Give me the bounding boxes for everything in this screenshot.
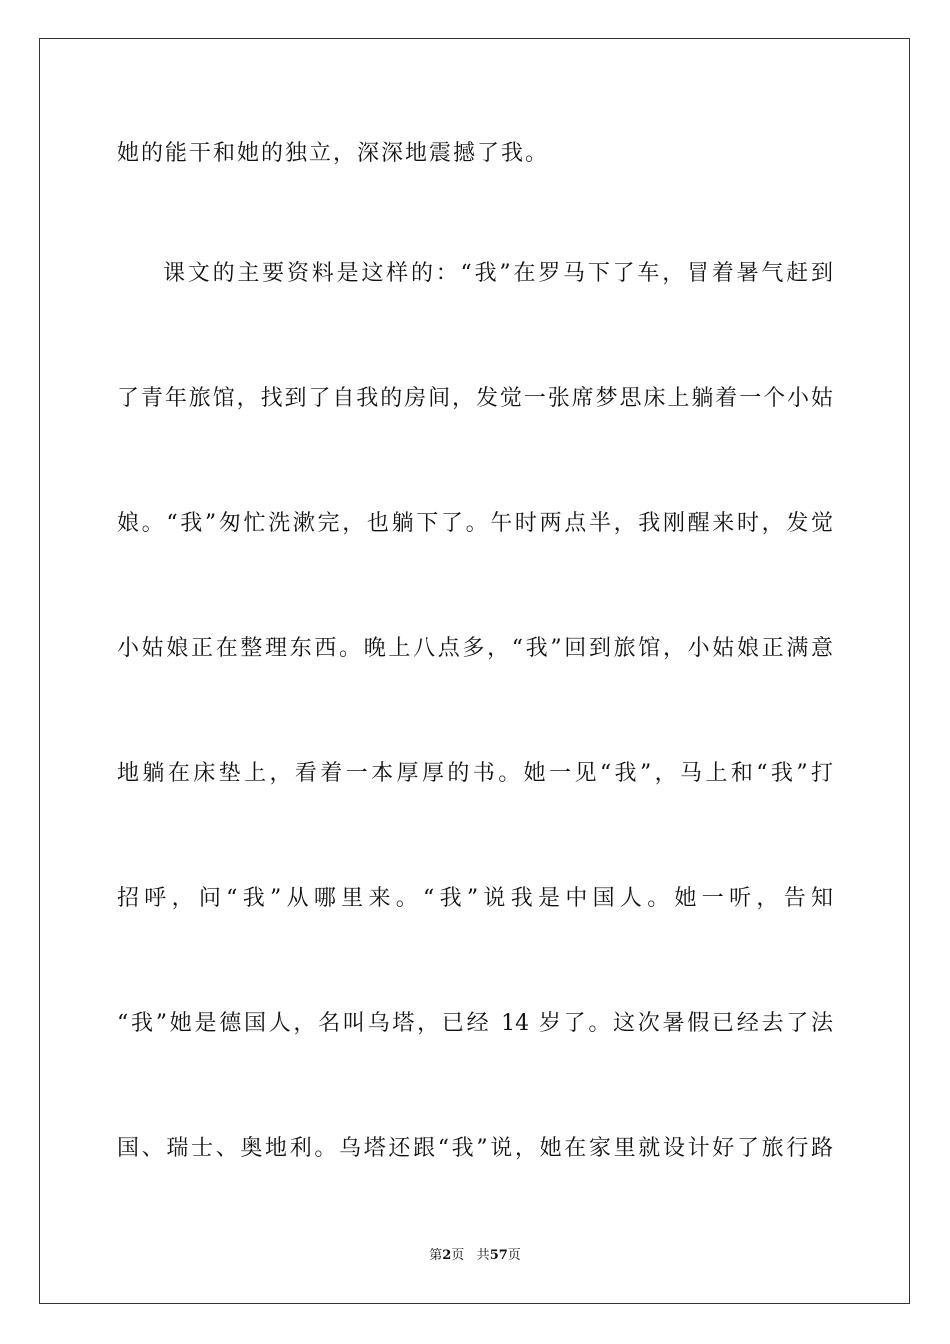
footer-page-suffix: 页: [451, 1248, 465, 1263]
footer-page-prefix: 第: [429, 1248, 443, 1263]
page-footer: [0, 1247, 950, 1265]
footer-total-suffix: 页: [507, 1248, 521, 1263]
text-line-8: “我”她是德国人，名叫乌塔，已经 14 岁了。这次暑假已经去了法: [117, 1011, 833, 1036]
footer-total-pages: 57: [489, 1248, 508, 1263]
text-line-7: 招呼，问“我”从哪里来。“我”说我是中国人。她一听，告知: [117, 886, 833, 911]
text-line-3: 了青年旅馆，找到了自我的房间，发觉一张席梦思床上躺着一个小姑: [117, 386, 833, 411]
footer-total-prefix: 共: [476, 1248, 490, 1263]
text-line-6: 地躺在床垫上，看着一本厚厚的书。她一见“我”，马上和“我”打: [117, 761, 833, 786]
text-line-5: 小姑娘正在整理东西。晚上八点多，“我”回到旅馆，小姑娘正满意: [117, 636, 833, 661]
footer-page-number: 2: [442, 1248, 452, 1263]
text-line-1: 她的能干和她的独立，深深地震撼了我。: [117, 141, 550, 166]
text-line-4: 娘。“我”匆忙洗漱完，也躺下了。午时两点半，我刚醒来时，发觉: [117, 511, 833, 536]
page-border: [39, 38, 910, 1304]
text-line-9: 国、瑞士、奥地利。乌塔还跟“我”说，她在家里就设计好了旅行路: [117, 1136, 833, 1161]
text-line-2: 课文的主要资料是这样的：“我”在罗马下了车，冒着暑气赶到: [163, 261, 833, 286]
